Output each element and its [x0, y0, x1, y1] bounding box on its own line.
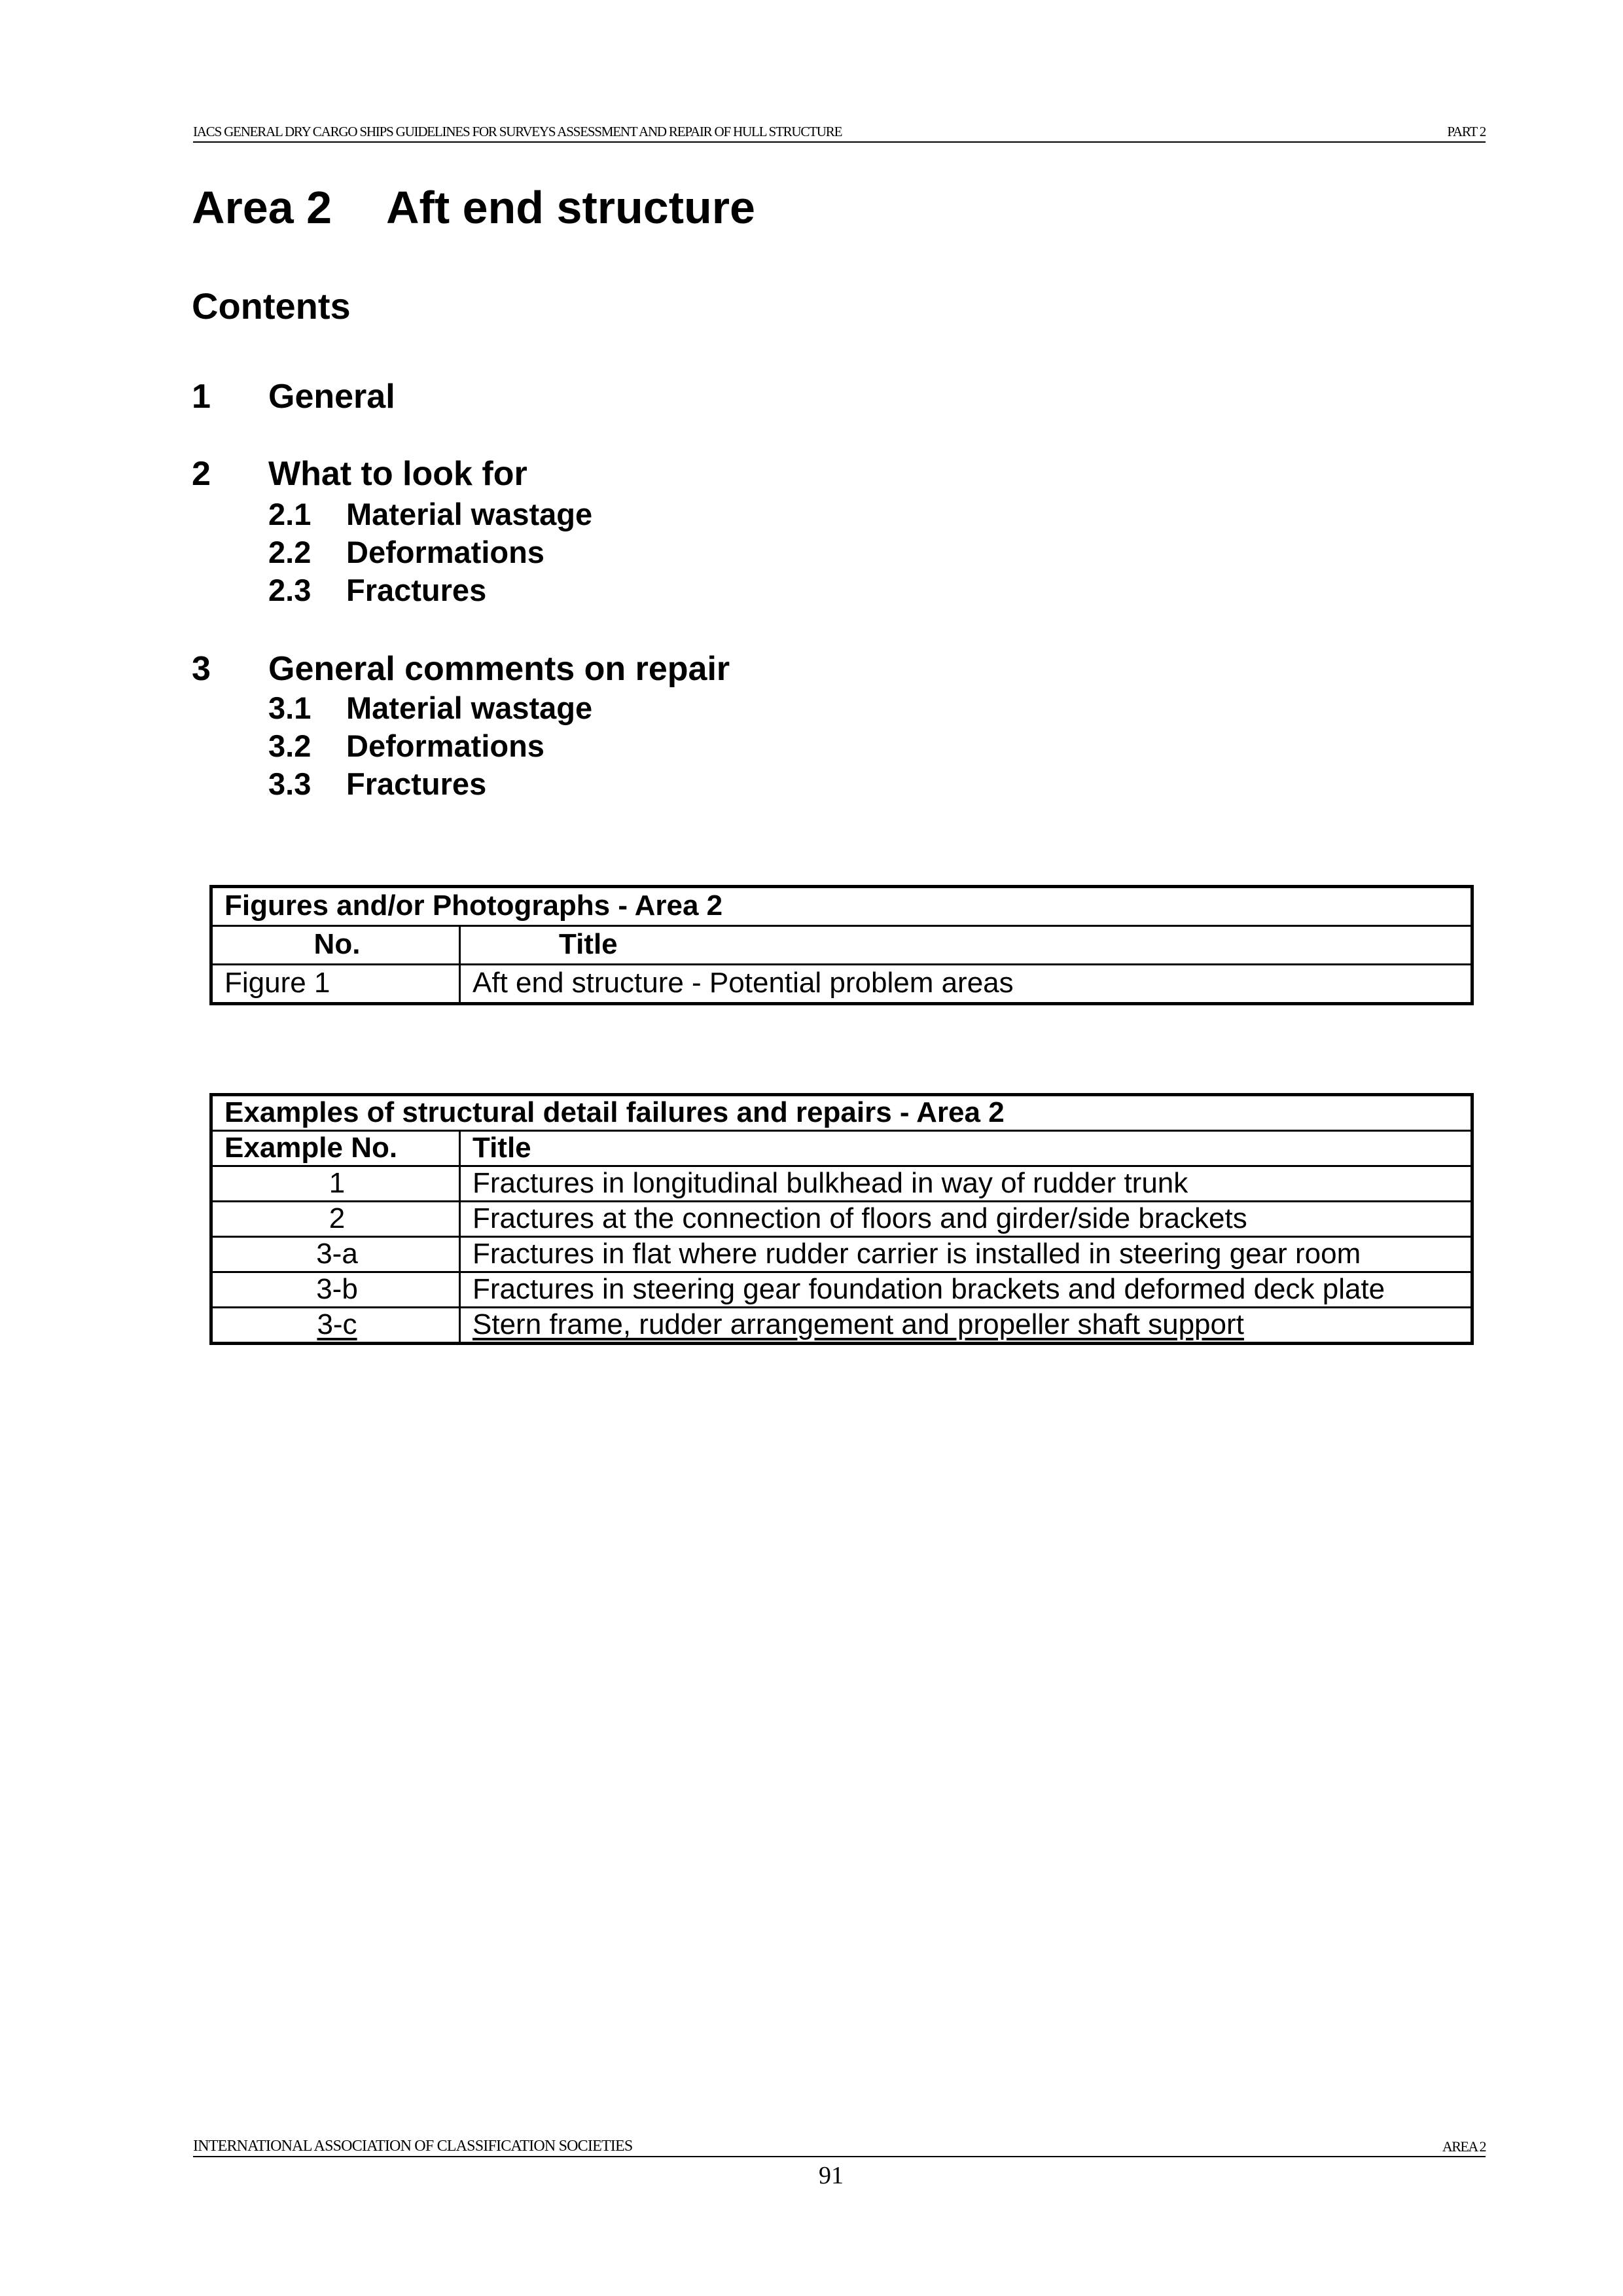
- toc-item-text: General comments on repair: [268, 650, 730, 688]
- example-number-cell: 1: [211, 1166, 460, 1202]
- toc-subitem-text: Material wastage: [346, 497, 593, 531]
- running-header: [193, 122, 1486, 143]
- table-row: [211, 1237, 1472, 1272]
- example-title-cell: Fractures in flat where rudder carrier is installed in steering gear room: [460, 1237, 1472, 1272]
- example-number-cell: 3-b: [211, 1272, 460, 1308]
- table-row: [211, 1202, 1472, 1237]
- toc-subitem-text: Fractures: [346, 573, 487, 607]
- table-row: [211, 965, 1472, 1004]
- table-header-row: [211, 926, 1472, 965]
- page-number: 91: [819, 2162, 844, 2189]
- contents-heading: Contents: [192, 285, 351, 327]
- table-row: [211, 1272, 1472, 1308]
- running-footer: [193, 2136, 1486, 2157]
- page-title: [192, 182, 755, 233]
- examples-table-caption: Examples of structural detail failures and repairs - Area 2: [211, 1095, 1472, 1131]
- toc-subitem-number: 2.1: [268, 497, 312, 531]
- toc-item-number: 1: [192, 378, 211, 416]
- toc-subitem-number: 2.2: [268, 535, 312, 569]
- toc-item-number: 3: [192, 650, 211, 688]
- example-title-cell: Fractures at the connection of floors and girder/side brackets: [460, 1202, 1472, 1237]
- area-label: Area 2: [192, 182, 332, 233]
- toc-subitem-number: 3.3: [268, 766, 312, 801]
- table-row: [211, 1308, 1472, 1344]
- example-number-cell: 2: [211, 1202, 460, 1237]
- toc-subitem-number: 3.2: [268, 728, 312, 763]
- column-header-title: Title: [460, 1131, 1472, 1166]
- toc-item-text: What to look for: [268, 455, 527, 493]
- toc-subitem-text: Deformations: [346, 728, 544, 763]
- table-caption-row: [211, 887, 1472, 926]
- toc-subitem-text: Material wastage: [346, 691, 593, 725]
- column-header-title: Title: [460, 926, 1472, 965]
- toc-subitem-number: 3.1: [268, 691, 312, 725]
- example-number-cell: 3-c: [211, 1308, 460, 1344]
- toc-subitem-number: 2.3: [268, 573, 312, 607]
- header-part-label: PART 2: [1447, 124, 1486, 139]
- column-header-no: No.: [211, 926, 460, 965]
- figure-title-cell: Aft end structure - Potential problem areas: [460, 965, 1472, 1004]
- example-title-cell: Stern frame, rudder arrangement and propeller shaft support: [460, 1308, 1472, 1344]
- figures-table: [209, 885, 1474, 1005]
- footer-organization: INTERNATIONAL ASSOCIATION OF CLASSIFICATION SOCIETIES: [193, 2138, 633, 2155]
- example-number-cell: 3-a: [211, 1237, 460, 1272]
- column-header-example-no: Example No.: [211, 1131, 460, 1166]
- figure-number-cell: Figure 1: [211, 965, 460, 1004]
- toc-item-number: 2: [192, 455, 211, 493]
- toc-subitem-text: Deformations: [346, 535, 544, 569]
- figures-table-caption: Figures and/or Photographs - Area 2: [211, 887, 1472, 926]
- example-title-cell: Fractures in longitudinal bulkhead in way of rudder trunk: [460, 1166, 1472, 1202]
- table-caption-row: [211, 1095, 1472, 1131]
- example-title-cell: Fractures in steering gear foundation brackets and deformed deck plate: [460, 1272, 1472, 1308]
- table-row: [211, 1166, 1472, 1202]
- toc-item-text: General: [268, 378, 395, 416]
- toc-subitem-text: Fractures: [346, 766, 487, 801]
- footer-area-label: AREA 2: [1442, 2138, 1486, 2155]
- area-title: Aft end structure: [386, 182, 755, 233]
- table-header-row: [211, 1131, 1472, 1166]
- examples-table: [209, 1093, 1474, 1345]
- header-document-title: IACS GENERAL DRY CARGO SHIPS GUIDELINES FOR SURVEYS ASSESSMENT AND REPAIR OF HULL STRUCTURE: [193, 124, 842, 139]
